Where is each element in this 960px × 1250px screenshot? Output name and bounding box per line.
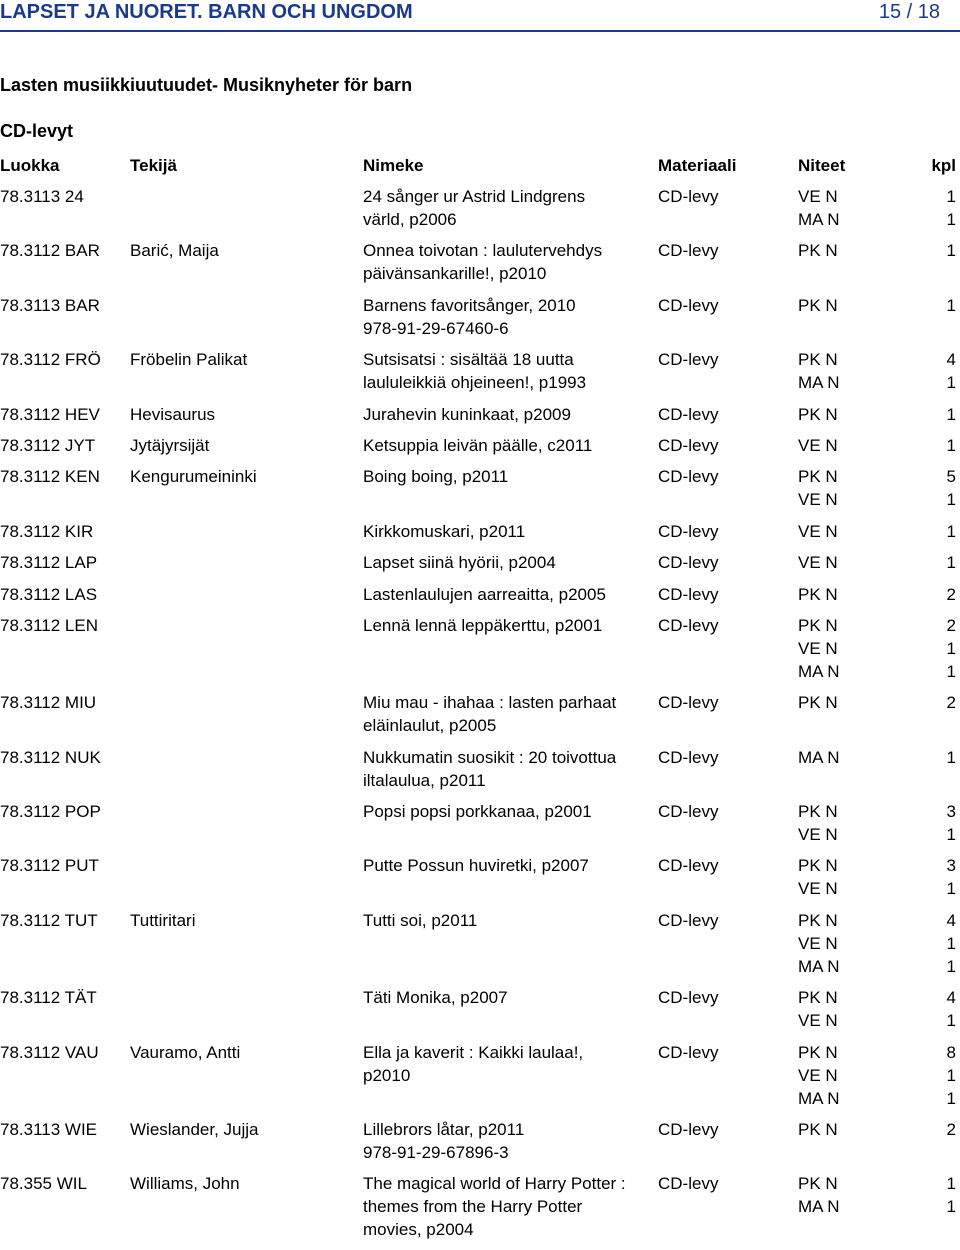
cell-tekija: Williams, John (130, 1174, 240, 1194)
nimeke-line: Barnens favoritsånger, 2010 (363, 295, 576, 315)
niteet-line (798, 403, 956, 426)
table-row (0, 746, 960, 800)
cell-niteet (798, 1118, 956, 1141)
cell-niteet (798, 800, 956, 846)
cell-niteet (798, 854, 956, 900)
cell-niteet (798, 434, 956, 457)
table-row (0, 800, 960, 854)
cell-luokka: 78.3112 KIR (0, 521, 94, 541)
nimeke-line: Popsi popsi porkkanaa, p2001 (363, 802, 592, 822)
niteet-location: PK N (798, 988, 838, 1008)
cell-materiaali: CD-levy (658, 435, 719, 455)
cell-luokka: 78.3112 KEN (0, 467, 100, 487)
cell-materiaali: CD-levy (658, 856, 719, 876)
nimeke-line: Lapset siinä hyörii, p2004 (363, 553, 556, 573)
cell-nimeke (363, 614, 658, 637)
kpl-count: 1 (946, 1011, 956, 1031)
niteet-line (798, 434, 956, 457)
niteet-location: PK N (798, 1120, 838, 1140)
cell-nimeke (363, 520, 658, 543)
niteet-location: PK N (798, 856, 838, 876)
cell-luokka: 78.3112 TUT (0, 910, 98, 930)
niteet-location: VE N (798, 187, 838, 206)
cell-nimeke (363, 1172, 658, 1241)
kpl-count: 1 (946, 521, 956, 541)
niteet-line (798, 932, 956, 955)
niteet-location: MA N (798, 1088, 840, 1108)
nimeke-line: Ketsuppia leivän päälle, c2011 (363, 435, 593, 455)
niteet-line (798, 637, 956, 660)
kpl-count: 1 (946, 404, 956, 424)
kpl-count: 5 (946, 467, 956, 487)
kpl-count: 1 (946, 825, 956, 845)
niteet-location: VE N (798, 638, 838, 658)
niteet-location: VE N (798, 553, 838, 573)
niteet-line (798, 877, 956, 900)
niteet-line (798, 986, 956, 1009)
niteet-location: MA N (798, 1197, 840, 1217)
niteet-location: VE N (798, 490, 838, 510)
niteet-line (798, 239, 956, 262)
kpl-count: 1 (946, 1065, 956, 1085)
niteet-location: MA N (798, 373, 840, 393)
kpl-count: 2 (946, 584, 956, 604)
cell-luokka: 78.3113 BAR (0, 295, 100, 315)
column-header-row (0, 155, 960, 177)
table-row (0, 583, 960, 614)
niteet-line (798, 955, 956, 978)
cell-tekija: Wieslander, Jujja (130, 1120, 259, 1140)
kpl-count: 4 (946, 988, 956, 1008)
niteet-location: PK N (798, 802, 838, 822)
cell-tekija: Jytäjyrsijät (130, 435, 210, 455)
kpl-count: 1 (946, 661, 956, 681)
niteet-line (798, 614, 956, 637)
cell-materiaali: CD-levy (658, 802, 719, 822)
niteet-line (798, 823, 956, 846)
table-row (0, 691, 960, 745)
nimeke-line: Lillebrors låtar, p2011 (363, 1120, 525, 1140)
cell-luokka: 78.3112 TÄT (0, 988, 97, 1008)
niteet-line (798, 371, 956, 394)
niteet-location: VE N (798, 825, 838, 845)
nimeke-line: 978-91-29-67460-6 (363, 318, 509, 338)
cell-tekija: Tuttiritari (130, 910, 196, 930)
niteet-line (798, 1087, 956, 1110)
nimeke-line: laululeikkiä ohjeineen!, p1993 (363, 373, 587, 393)
cell-nimeke (363, 348, 658, 394)
table-row (0, 1172, 960, 1249)
cell-tekija: Vauramo, Antti (130, 1042, 241, 1062)
nimeke-line: p2010 (363, 1065, 411, 1085)
cell-materiaali: CD-levy (658, 350, 719, 370)
kpl-count: 2 (946, 693, 956, 713)
cell-niteet (798, 520, 956, 543)
niteet-location: PK N (798, 1174, 838, 1194)
cell-luokka: 78.3112 FRÖ (0, 350, 101, 370)
table-row (0, 465, 960, 519)
niteet-line (798, 854, 956, 877)
column-header-niteet: Niteet (798, 156, 846, 175)
kpl-count: 1 (946, 638, 956, 658)
kpl-count: 4 (946, 350, 956, 370)
kpl-count: 1 (946, 241, 956, 261)
cell-niteet (798, 403, 956, 426)
table-row (0, 1118, 960, 1172)
niteet-location: VE N (798, 1065, 838, 1085)
cell-tekija: Fröbelin Palikat (130, 350, 248, 370)
niteet-line (798, 746, 956, 769)
cell-nimeke (363, 909, 658, 932)
cell-nimeke (363, 239, 658, 285)
niteet-location: PK N (798, 584, 838, 604)
cell-nimeke (363, 691, 658, 737)
kpl-count: 4 (946, 910, 956, 930)
niteet-location: MA N (798, 661, 840, 681)
niteet-line (798, 348, 956, 371)
niteet-location: PK N (798, 467, 838, 487)
cell-niteet (798, 551, 956, 574)
cell-materiaali: CD-levy (658, 521, 719, 541)
cell-materiaali: CD-levy (658, 747, 719, 767)
cell-niteet (798, 185, 956, 231)
cell-nimeke (363, 1118, 658, 1164)
niteet-line (798, 691, 956, 714)
cell-materiaali: CD-levy (658, 1042, 719, 1062)
nimeke-line: Ella ja kaverit : Kaikki laulaa!, (363, 1042, 584, 1062)
table-row (0, 348, 960, 402)
nimeke-line: Nukkumatin suosikit : 20 toivottua (363, 747, 617, 767)
table-row (0, 986, 960, 1040)
table-row (0, 239, 960, 293)
page-number: 15 / 18 (878, 1, 940, 23)
niteet-line (798, 185, 956, 208)
cell-nimeke (363, 403, 658, 426)
niteet-location: PK N (798, 295, 838, 315)
cell-luokka: 78.3112 VAU (0, 1042, 99, 1062)
column-header-tekija: Tekijä (130, 156, 177, 175)
nimeke-line: Putte Possun huviretki, p2007 (363, 856, 589, 876)
niteet-line (798, 551, 956, 574)
cell-materiaali: CD-levy (658, 1174, 719, 1194)
cell-niteet (798, 614, 956, 683)
cell-niteet (798, 1172, 956, 1218)
nimeke-line: Miu mau - ihahaa : lasten parhaat (363, 693, 617, 713)
cell-nimeke (363, 854, 658, 877)
cell-materiaali: CD-levy (658, 584, 719, 604)
section-title: Lasten musiikkiuutuudet- Musiknyheter för barn (0, 75, 413, 95)
nimeke-line: Onnea toivotan : laulutervehdys (363, 241, 603, 261)
niteet-line (798, 909, 956, 932)
column-header-materiaali: Materiaali (658, 156, 737, 175)
cell-niteet (798, 465, 956, 511)
nimeke-line: päivänsankarille!, p2010 (363, 264, 547, 284)
niteet-line (798, 1041, 956, 1064)
nimeke-line: iltalaulua, p2011 (363, 770, 486, 790)
niteet-location: PK N (798, 615, 838, 635)
cell-nimeke (363, 746, 658, 792)
nimeke-line: The magical world of Harry Potter : (363, 1174, 626, 1194)
table-row (0, 403, 960, 434)
table-row (0, 1041, 960, 1118)
kpl-count: 1 (946, 373, 956, 393)
kpl-count: 1 (946, 187, 956, 206)
niteet-line (798, 208, 956, 231)
cell-materiaali: CD-levy (658, 404, 719, 424)
cell-luokka: 78.355 WIL (0, 1174, 87, 1194)
cell-materiaali: CD-levy (658, 241, 719, 261)
niteet-location: VE N (798, 933, 838, 953)
cell-materiaali: CD-levy (658, 187, 719, 206)
cell-materiaali: CD-levy (658, 467, 719, 487)
cell-luokka: 78.3112 LAP (0, 553, 98, 573)
niteet-location: PK N (798, 1042, 838, 1062)
column-header-luokka: Luokka (0, 156, 60, 175)
cell-nimeke (363, 434, 658, 457)
niteet-line (798, 1064, 956, 1087)
cell-nimeke (363, 1041, 658, 1087)
kpl-count: 1 (946, 210, 956, 229)
cell-luokka: 78.3113 24 (0, 187, 84, 206)
catalog-table (0, 185, 960, 1250)
kpl-count: 1 (946, 435, 956, 455)
table-row (0, 185, 960, 239)
niteet-location: PK N (798, 404, 838, 424)
page-header-title: LAPSET JA NUORET. BARN OCH UNGDOM (0, 1, 413, 23)
kpl-count: 1 (946, 1088, 956, 1108)
nimeke-line: Boing boing, p2011 (363, 467, 509, 487)
table-row (0, 551, 960, 582)
nimeke-line: Kirkkomuskari, p2011 (363, 521, 526, 541)
cell-niteet (798, 239, 956, 262)
table-row (0, 434, 960, 465)
cell-niteet (798, 691, 956, 714)
niteet-line (798, 800, 956, 823)
cell-niteet (798, 909, 956, 978)
nimeke-line: Lennä lennä leppäkerttu, p2001 (363, 615, 603, 635)
cell-luokka: 78.3112 POP (0, 802, 101, 822)
niteet-line (798, 660, 956, 683)
niteet-location: VE N (798, 521, 838, 541)
niteet-location: PK N (798, 241, 838, 261)
niteet-location: MA N (798, 956, 840, 976)
cell-materiaali: CD-levy (658, 553, 719, 573)
nimeke-line: Sutsisatsi : sisältää 18 uutta (363, 350, 574, 370)
nimeke-line: Tutti soi, p2011 (363, 910, 478, 930)
cell-niteet (798, 348, 956, 394)
cell-luokka: 78.3113 WIE (0, 1120, 98, 1140)
nimeke-line: 24 sånger ur Astrid Lindgrens (363, 187, 586, 206)
cell-luokka: 78.3112 NUK (0, 747, 101, 767)
kpl-count: 1 (946, 1197, 956, 1217)
niteet-line (798, 465, 956, 488)
nimeke-line: eläinlaulut, p2005 (363, 716, 497, 736)
cell-materiaali: CD-levy (658, 693, 719, 713)
nimeke-line: movies, p2004 (363, 1220, 474, 1240)
niteet-line (798, 583, 956, 606)
cell-nimeke (363, 185, 658, 231)
cell-luokka: 78.3112 LEN (0, 615, 98, 635)
nimeke-line: 978-91-29-67896-3 (363, 1143, 509, 1163)
niteet-location: PK N (798, 693, 838, 713)
subsection-title: CD-levyt (0, 121, 74, 141)
kpl-count: 1 (946, 956, 956, 976)
kpl-count: 1 (946, 295, 956, 315)
niteet-line (798, 1009, 956, 1032)
cell-niteet (798, 986, 956, 1032)
column-header-nimeke: Nimeke (363, 156, 424, 175)
cell-luokka: 78.3112 BAR (0, 241, 100, 261)
niteet-location: PK N (798, 350, 838, 370)
cell-niteet (798, 746, 956, 769)
table-row (0, 520, 960, 551)
nimeke-line: värld, p2006 (363, 210, 457, 229)
cell-nimeke (363, 465, 658, 488)
nimeke-line: themes from the Harry Potter (363, 1197, 583, 1217)
nimeke-line: Lastenlaulujen aarreaitta, p2005 (363, 584, 606, 604)
cell-niteet (798, 583, 956, 606)
table-row (0, 614, 960, 691)
kpl-count: 3 (946, 802, 956, 822)
cell-niteet (798, 1041, 956, 1110)
kpl-count: 1 (946, 1174, 956, 1194)
table-row (0, 854, 960, 908)
cell-tekija: Kengurumeininki (130, 467, 257, 487)
cell-nimeke (363, 551, 658, 574)
niteet-line (798, 1118, 956, 1141)
kpl-count: 1 (946, 553, 956, 573)
niteet-line (798, 488, 956, 511)
cell-materiaali: CD-levy (658, 988, 719, 1008)
niteet-location: PK N (798, 910, 838, 930)
kpl-count: 3 (946, 856, 956, 876)
cell-luokka: 78.3112 PUT (0, 856, 99, 876)
niteet-location: VE N (798, 1011, 838, 1031)
cell-luokka: 78.3112 HEV (0, 404, 100, 424)
cell-nimeke (363, 986, 658, 1009)
kpl-count: 1 (946, 747, 956, 767)
column-header-kpl: kpl (931, 156, 956, 175)
cell-tekija: Barić, Maija (130, 241, 219, 261)
cell-nimeke (363, 294, 658, 340)
table-row (0, 294, 960, 348)
table-row (0, 909, 960, 986)
cell-nimeke (363, 583, 658, 606)
kpl-count: 2 (946, 1120, 956, 1140)
niteet-line (798, 1195, 956, 1218)
niteet-line (798, 1172, 956, 1195)
niteet-line (798, 294, 956, 317)
niteet-location: VE N (798, 879, 838, 899)
header-divider (0, 30, 960, 32)
cell-materiaali: CD-levy (658, 1120, 719, 1140)
cell-materiaali: CD-levy (658, 295, 719, 315)
cell-luokka: 78.3112 JYT (0, 435, 96, 455)
cell-nimeke (363, 800, 658, 823)
cell-luokka: 78.3112 LAS (0, 584, 98, 604)
cell-niteet (798, 294, 956, 317)
kpl-count: 2 (946, 615, 956, 635)
niteet-location: MA N (798, 210, 840, 229)
kpl-count: 1 (946, 879, 956, 899)
cell-tekija: Hevisaurus (130, 404, 216, 424)
kpl-count: 8 (946, 1042, 956, 1062)
cell-luokka: 78.3112 MIU (0, 693, 97, 713)
kpl-count: 1 (946, 933, 956, 953)
cell-materiaali: CD-levy (658, 615, 719, 635)
nimeke-line: Täti Monika, p2007 (363, 988, 508, 1008)
cell-materiaali: CD-levy (658, 910, 719, 930)
niteet-line (798, 520, 956, 543)
niteet-location: VE N (798, 435, 838, 455)
nimeke-line: Jurahevin kuninkaat, p2009 (363, 404, 571, 424)
niteet-location: MA N (798, 747, 840, 767)
kpl-count: 1 (946, 490, 956, 510)
